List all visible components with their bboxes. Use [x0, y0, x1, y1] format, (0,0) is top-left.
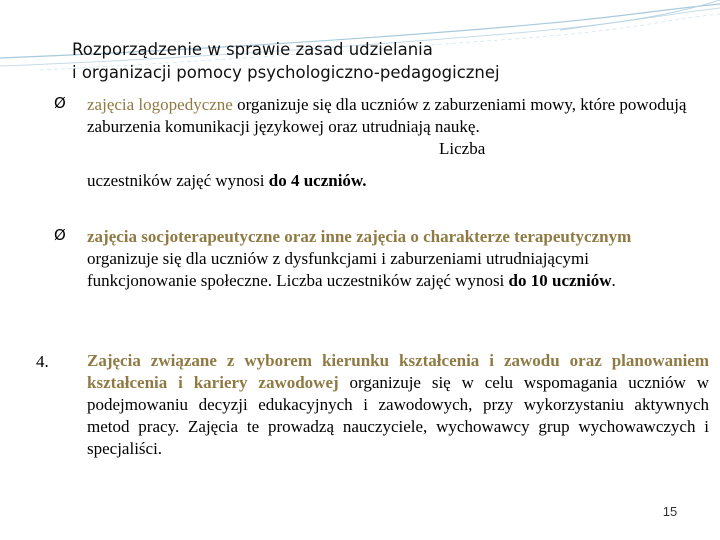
highlight-socio-therapy: zajęcia socjoterapeutyczne oraz inne zajęcia o charakterze terapeutycznym: [87, 227, 632, 246]
socio-participants-count: do 10 uczniów: [508, 271, 612, 290]
title-line-2: i organizacji pomocy psychologiczno-pedagogicznej: [72, 63, 500, 82]
footer-box: [498, 486, 598, 526]
socio-end: .: [611, 271, 616, 290]
career-guidance-text: organizuje się w celu wspomagania uczniów w podejmowaniu decyzji edukacyjnych i zawodowych, przy wykorzystaniu aktywnych metod pracy. Zajęcia te prowadzą nauczyciele, wychowawcy grup wychowawczych i specjaliści.: [87, 373, 709, 458]
participants-line: [87, 170, 687, 192]
speech-therapy-text: organizuje się dla uczniów z zaburzeniami mowy, które powodują zaburzenia komunikacji językowej oraz utrudniają naukę.: [87, 95, 687, 136]
page-number: 15: [662, 504, 678, 519]
paragraph-socio-therapy: [87, 226, 687, 292]
socio-therapy-text: organizuje się dla uczniów z dysfunkcjami i zaburzeniami utrudniającymi funkcjonowanie społeczne. Liczba uczestników zajęć wynosi: [87, 249, 589, 290]
paragraph-career-guidance: [87, 350, 709, 460]
highlight-career-guidance: Zajęcia związane z wyborem kierunku kształcenia i zawodu oraz planowaniem kształcenia i kariery zawodowej: [87, 351, 709, 392]
participants-count: do 4 uczniów.: [268, 171, 367, 190]
item-number: 4.: [36, 352, 49, 371]
paragraph-speech-therapy: [87, 94, 687, 192]
participants-text: uczestników zajęć wynosi: [87, 171, 269, 190]
count-label: Liczba: [439, 139, 486, 158]
arrow-bullet-icon: Ø: [54, 226, 66, 244]
arrow-bullet-icon: Ø: [54, 94, 66, 112]
highlight-speech-therapy: zajęcia logopedyczne: [87, 95, 233, 114]
title-line-1: Rozporządzenie w sprawie zasad udzielania: [72, 40, 433, 59]
slide-title: [72, 38, 632, 84]
